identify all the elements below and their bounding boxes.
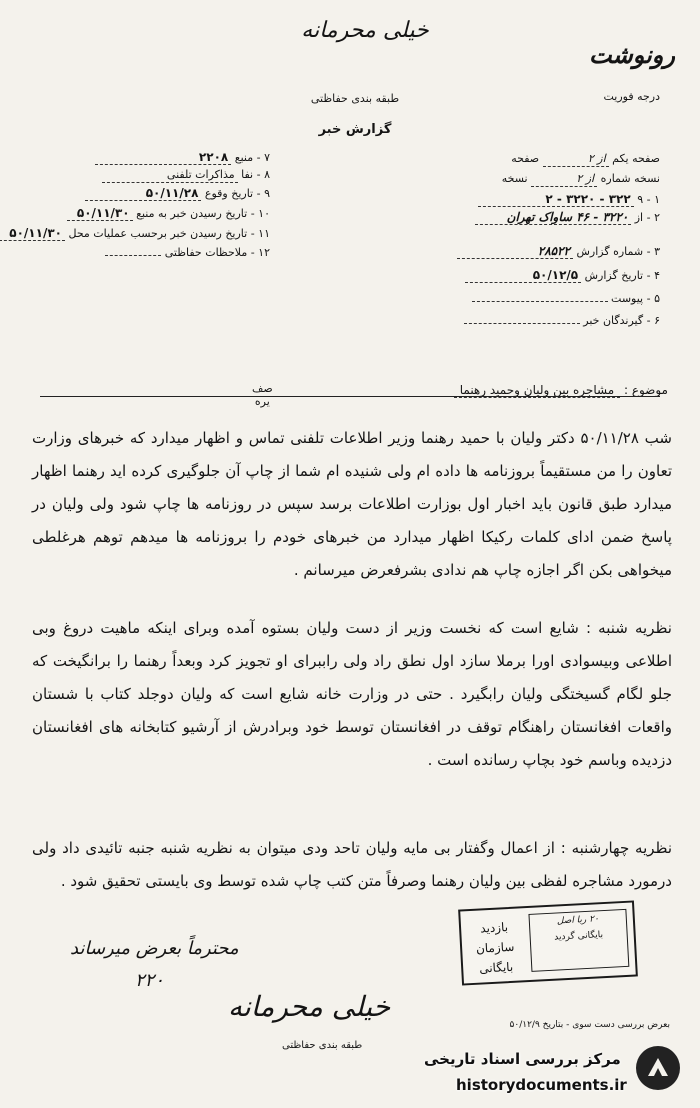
field-5-attachment: ۵ - پیوست [472,292,660,306]
field-8-nafa: ۸ - نفا مذاکرات تلفنی [102,168,270,183]
classification-label: طبقه بندی حفاظتی [310,92,400,105]
footer-note: بعرض بررسی دست سوی - بتاریخ ۵۰/۱۲/۹ [509,1020,670,1030]
page-label: صف یره [252,382,273,408]
archive-stamp-inner: ۲۰ ربا اصل بایگانی گردید [528,909,629,972]
top-right-stamp: رونوشت [589,40,675,69]
watermark-logo-icon [636,1046,680,1090]
field-4-report-date: ۴ - تاریخ گزارش ۵۰/۱۲/۵ [465,268,660,283]
archive-stamp-side: بازدید سازمان بایگانی [475,920,515,976]
body-paragraph-wednesday-opinion: نظریه چهارشنبه : از اعمال وگفتار بی مایه ولیان تاحد ودی میتوان به نظریه شنبه جنبه تائیدی داد ولی درمورد مشاجره لفظی بین ولیان رهنما وصرفاً متن کتب چاپ شده توسط وی بایستی تحقیق شود . [32,839,672,890]
field-6-recipients: ۶ - گیرندگان خبر [464,314,660,328]
field-12-security-notes: ۱۲ - ملاحظات حفاظتی [105,246,270,260]
field-2-from: ۲ - از ۳۲۲۰ - ۴۶ ساواک تهران [475,210,660,225]
field-10-source-date: ۱۰ - تاریخ رسیدن خبر به منبع ۵۰/۱۱/۳۰ [67,206,270,221]
closing-number: ۲۲۰ [135,970,165,991]
watermark-url: historydocuments.ir [456,1076,627,1094]
field-1: ۱ - ۹ ۳۲۲ - ۳۲۲۰ - ۲ [478,192,660,207]
subject-line: موضوع : مشاجره بین ولیان وحمید رهنما [328,383,668,397]
field-7-source: ۷ - منبع ۲۲۰۸ [95,150,270,165]
urgency-label: درجه فوریت [603,90,660,103]
signature-class-label: طبقه بندی حفاظتی [282,1040,363,1051]
header-divider [40,396,660,397]
field-11-operations-date: ۱۱ - تاریخ رسیدن خبر برحسب عملیات محل ۵۰/۱۱/۳۰ [0,226,270,241]
archive-stamp [458,900,638,985]
watermark-persian: مرکز بررسی اسناد تاریخی [424,1050,621,1068]
field-9-occurrence-date: ۹ - تاریخ وقوع ۵۰/۱۱/۲۸ [85,186,270,201]
closing-respect: محترماً بعرض میرساند [70,938,239,959]
field-3-report-number: ۳ - شماره گزارش ۲۸۵۲۲ [457,244,660,259]
field-page-number: صفحه یکم از ۲ صفحه [511,152,660,165]
field-copy-number: نسخه شماره از ۲ نسخه [501,172,660,185]
signature-classification: خیلی محرمانه [228,990,391,1023]
body-paragraph-report: شب ۵۰/۱۱/۲۸ دکتر ولیان با حمید رهنما وزیر اطلاعات تلفنی تماس و اظهار میدارد که خبرهای وزارت تعاون را من مستقیماً بروزنامه ها داده ام ولی شنیده ام شما از چاپ آن جلوگیری کرده اید رهنما اظهار میدارد طبق قانون باید اخبار اول بوزارت اطلاعات برسد سپس در روزنامه ها چاپ شود ولی ولیان در پاسخ ضمن ادای کلمات رکیکا اظهار میدارد من خبرهای خودم را بروزنامه ها میدهم توهم هرغلطی میخواهی بکن اگر اجازه چاپ هم ندادی بشرفعرض میرسانم . [32,429,672,579]
report-type-title: گزارش خبر [318,122,392,137]
handwritten-top-note: خیلی محرمانه [301,18,429,43]
body-paragraph-saturday-opinion: نظریه شنبه : شایع است که نخست وزیر از دست ولیان بستوه آمده وبرای اینکه ماهیت دروغ وبی اطلاعی وبیسوادی اورا برملا سازد اول نطق راد ولی راببرای او تجویز کرد وبعداً رهنما را برانگیخت که جلو لگام گسیختگی ولیان رابگیرد . حتی در وزارت خانه شایع است که ولیان دوجلد کتاب با شستان واقعات افغانستان راهنگام توقف در افغانستان توسط خود وبرادرش از آرشیو کتابخانه های افغانستان دزدیده وباسم خود بچاپ رسانده است . [32,619,672,769]
